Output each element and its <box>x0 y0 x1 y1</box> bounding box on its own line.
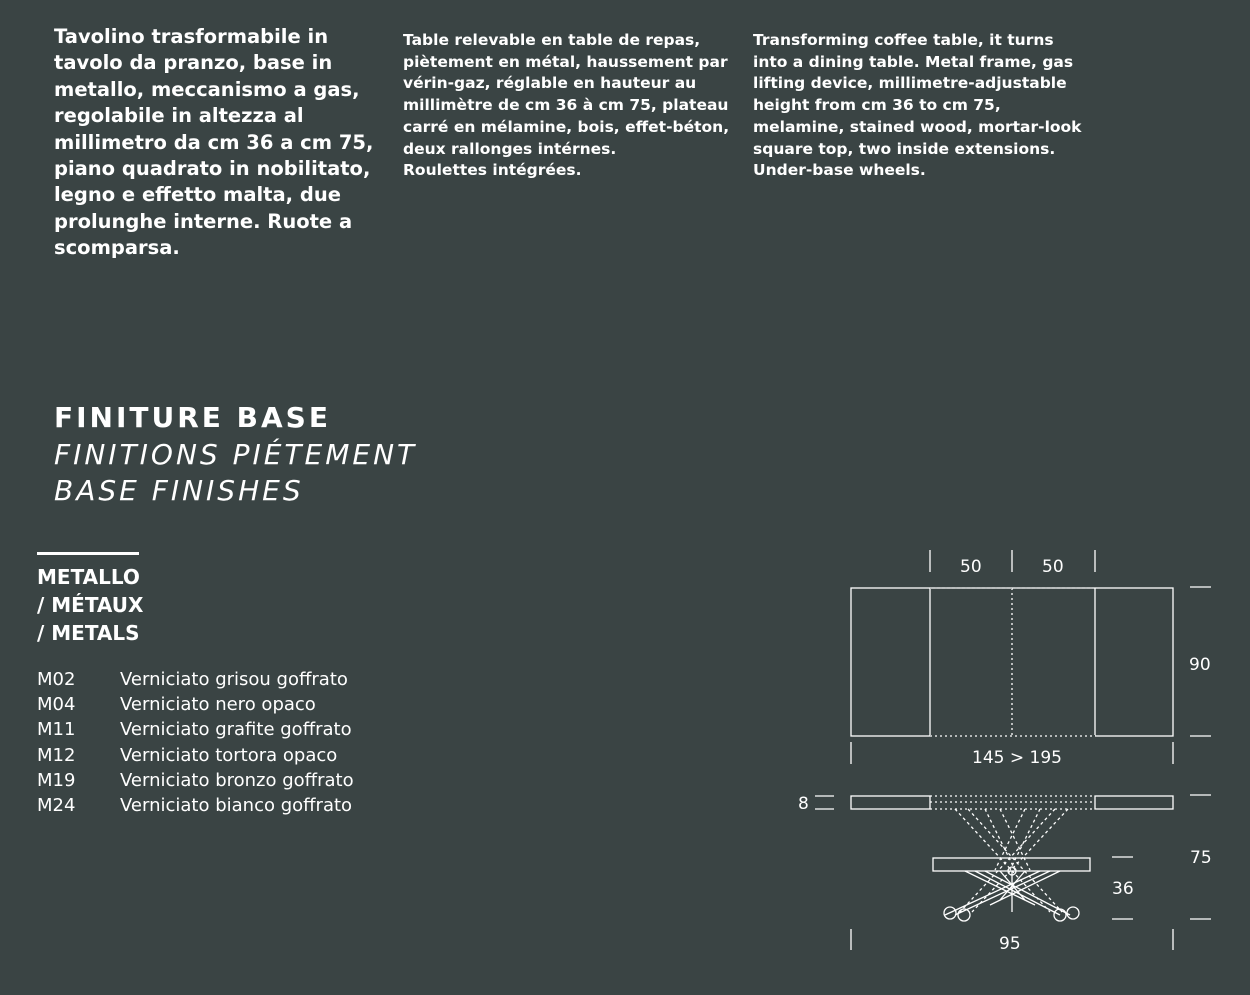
finishes-heading-en: BASE FINISHES <box>54 474 304 507</box>
dim-ext-right: 50 <box>1042 557 1064 577</box>
description-english-text: Transforming coffee table, it turns into a dining table. Metal frame, gas lifting device, millimetre-adjustable height from cm 36 to cm 75, melamine, stained wood, mortar-look square top, two inside extensions. Under-base wheels. <box>753 31 1082 180</box>
dim-top-thickness: 8 <box>798 794 809 814</box>
side-top-left <box>851 796 930 809</box>
finish-code: M19 <box>37 769 76 791</box>
description-french-text: Table relevable en table de repas, piètement en métal, haussement par vérin-gaz, réglable en hauteur au millimètre de cm 36 à cm 75, plateau carré en mélamine, bois, effet-béton, deux rallonges intérnes. <box>403 31 730 158</box>
top-view <box>851 588 1173 736</box>
finish-name: Verniciato nero opaco <box>120 694 316 716</box>
dim-min-height: 36 <box>1112 879 1134 899</box>
dim-depth: 90 <box>1189 655 1211 675</box>
finish-code: M04 <box>37 694 76 716</box>
lowered-frame <box>944 867 1079 921</box>
finish-code: M02 <box>37 669 76 690</box>
metal-title-en: / METALS <box>37 621 140 645</box>
finish-code: M12 <box>37 744 76 766</box>
side-view <box>851 796 1173 921</box>
finish-name: Verniciato bronzo goffrato <box>120 769 354 791</box>
dim-width: 145 > 195 <box>972 748 1062 768</box>
finishes-heading-fr: FINITIONS PIÉTEMENT <box>54 437 418 471</box>
finish-name: Verniciato grafite goffrato <box>120 719 352 741</box>
finish-name: Verniciato grisou goffrato <box>120 669 348 690</box>
finish-code: M24 <box>37 795 76 817</box>
finish-name: Verniciato tortora opaco <box>120 744 338 766</box>
finishes-heading-it: FINITURE BASE <box>54 401 331 434</box>
finish-code: M11 <box>37 719 76 741</box>
dim-base-width: 95 <box>999 934 1021 954</box>
dim-ext-left: 50 <box>960 557 982 577</box>
low-position-top <box>933 858 1090 871</box>
description-italian-text: Tavolino trasformabile in tavolo da pranzo, base in metallo, meccanismo a gas, regolabile in altezza al millimetro da cm 36 a cm 75, piano quadrato in nobilitato, legno e effetto malta, due prolunghe interne. Ruote a scomparsa. <box>54 25 374 260</box>
raised-arms <box>985 809 1040 870</box>
metal-title-it: METALLO <box>37 565 140 589</box>
dim-max-height: 75 <box>1190 848 1212 868</box>
wheel-right-2 <box>1067 907 1079 919</box>
finish-name: Verniciato bianco goffrato <box>120 795 353 817</box>
description-french-extra: Roulettes intégrées. <box>403 161 582 180</box>
side-top-right <box>1095 796 1173 809</box>
metal-title-fr: / MÉTAUX <box>37 593 144 617</box>
